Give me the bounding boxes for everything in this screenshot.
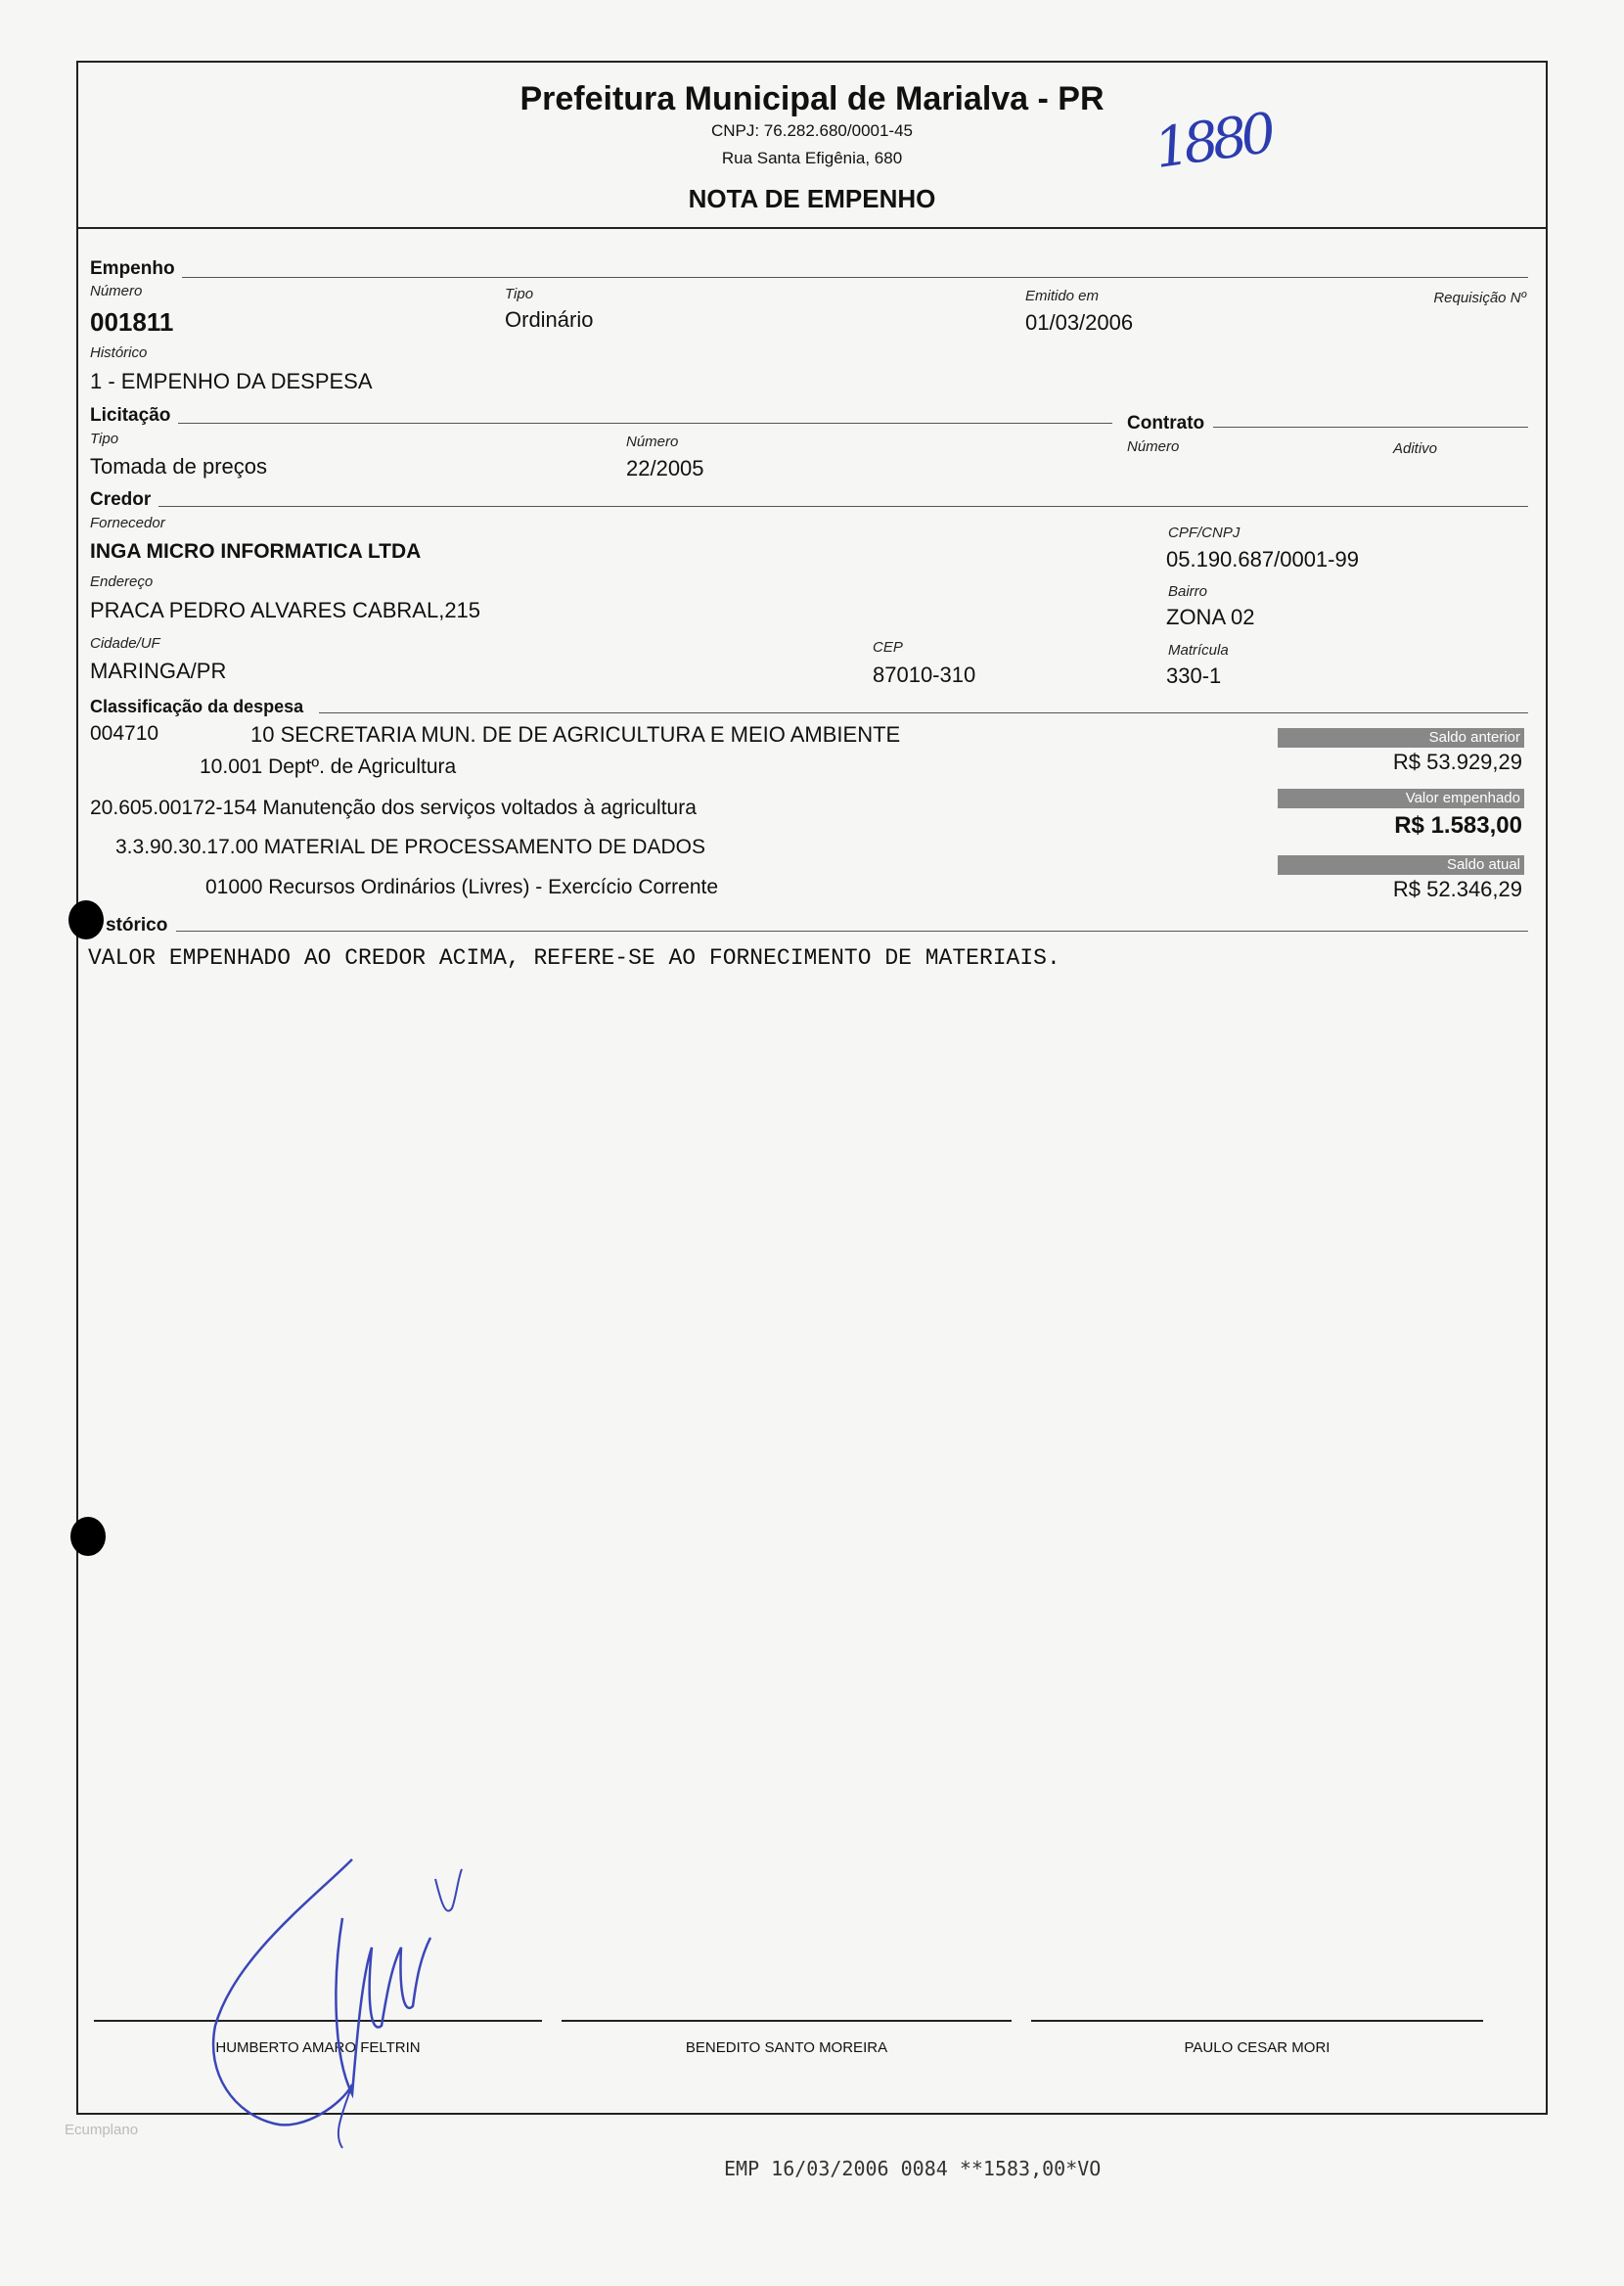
fornecedor: INGA MICRO INFORMATICA LTDA (90, 540, 422, 563)
credor-section-title: Credor (90, 489, 152, 510)
header-divider (76, 227, 1546, 229)
endereco: PRACA PEDRO ALVARES CABRAL,215 (90, 598, 481, 622)
classificacao-orgao: 10 SECRETARIA MUN. DE DE AGRICULTURA E MEIO AMBIENTE (250, 722, 901, 747)
contrato-numero-label: Número (1127, 438, 1180, 455)
emitido-em: 01/03/2006 (1025, 310, 1134, 335)
handwritten-number: 1880 (1150, 102, 1275, 181)
cep: 87010-310 (873, 663, 976, 687)
licitacao-section-line (178, 423, 1112, 424)
licitacao-numero: 22/2005 (626, 456, 704, 480)
matricula: 330-1 (1166, 663, 1222, 688)
matricula-label: Matrícula (1168, 642, 1229, 659)
licitacao-numero-label: Número (626, 434, 679, 450)
contrato-section-line (1213, 427, 1528, 428)
classificacao-section-title: Classificação da despesa (90, 697, 304, 716)
historico-section-title: stórico (106, 915, 168, 936)
historico-section-line (176, 931, 1528, 932)
empenho-tipo-label: Tipo (505, 286, 534, 302)
classificacao-elemento: 3.3.90.30.17.00 MATERIAL DE PROCESSAMENTO DE DADOS (115, 836, 705, 858)
cep-label: CEP (873, 639, 903, 656)
classificacao-code: 004710 (90, 722, 159, 745)
licitacao-tipo-label: Tipo (90, 431, 119, 447)
handwritten-signature (196, 1840, 489, 2153)
historico-text: VALOR EMPENHADO AO CREDOR ACIMA, REFERE-SE AO FORNECIMENTO DE MATERIAIS. (88, 945, 1060, 971)
faint-footer-text: Ecumplano (65, 2122, 139, 2138)
requisicao-label: Requisição Nº (1433, 290, 1526, 306)
contrato-aditivo-label: Aditivo (1393, 440, 1438, 457)
empenho-section-title: Empenho (90, 258, 175, 279)
prefeitura-title: Prefeitura Municipal de Marialva - PR (519, 80, 1105, 117)
punch-hole (68, 900, 104, 939)
licitacao-section-title: Licitação (90, 405, 171, 426)
classificacao-funcional: 20.605.00172-154 Manutenção dos serviços voltados à agricultura (90, 797, 697, 819)
empenho-historico: 1 - EMPENHO DA DESPESA (90, 369, 373, 393)
credor-section-line (158, 506, 1528, 507)
saldo-atual: R$ 52.346,29 (1392, 877, 1522, 901)
classificacao-fonte: 01000 Recursos Ordinários (Livres) - Exercício Corrente (205, 876, 719, 898)
address-text: Rua Santa Efigênia, 680 (721, 149, 903, 167)
bairro-label: Bairro (1168, 583, 1208, 600)
mechanical-stamp: EMP 16/03/2006 0084 **1583,00*VO (724, 2157, 1102, 2180)
document-title: NOTA DE EMPENHO (688, 184, 936, 213)
licitacao-tipo: Tomada de preços (90, 454, 267, 479)
cpf-cnpj: 05.190.687/0001-99 (1166, 547, 1359, 572)
signatory-2: BENEDITO SANTO MOREIRA (685, 2039, 888, 2056)
cidade-label: Cidade/UF (90, 635, 160, 652)
empenho-tipo: Ordinário (505, 307, 594, 332)
endereco-label: Endereço (90, 573, 154, 590)
cidade: MARINGA/PR (90, 659, 227, 683)
saldo-anterior-label: Saldo anterior (1278, 728, 1524, 748)
signature-line-2 (562, 2020, 1012, 2022)
saldo-anterior: R$ 53.929,29 (1392, 750, 1522, 774)
valor-empenhado: R$ 1.583,00 (1394, 812, 1522, 839)
saldo-atual-label: Saldo atual (1278, 855, 1524, 875)
emitido-em-label: Emitido em (1025, 288, 1100, 304)
signature-line-3 (1031, 2020, 1483, 2022)
signatory-3: PAULO CESAR MORI (1184, 2039, 1331, 2056)
punch-hole (70, 1517, 106, 1556)
valor-empenhado-label: Valor empenhado (1278, 789, 1524, 808)
empenho-numero-label: Número (90, 283, 143, 299)
classificacao-section-line (319, 712, 1528, 713)
cpf-cnpj-label: CPF/CNPJ (1168, 525, 1241, 541)
contrato-section-title: Contrato (1127, 413, 1205, 434)
classificacao-unidade: 10.001 Deptº. de Agricultura (200, 755, 457, 778)
empenho-historico-label: Histórico (90, 344, 148, 361)
bairro: ZONA 02 (1166, 605, 1255, 629)
empenho-section-line (182, 277, 1528, 278)
fornecedor-label: Fornecedor (90, 515, 165, 531)
signatory-1: HUMBERTO AMARO FELTRIN (215, 2039, 421, 2056)
cnpj-text: CNPJ: 76.282.680/0001-45 (710, 121, 914, 140)
empenho-numero: 001811 (90, 307, 174, 337)
